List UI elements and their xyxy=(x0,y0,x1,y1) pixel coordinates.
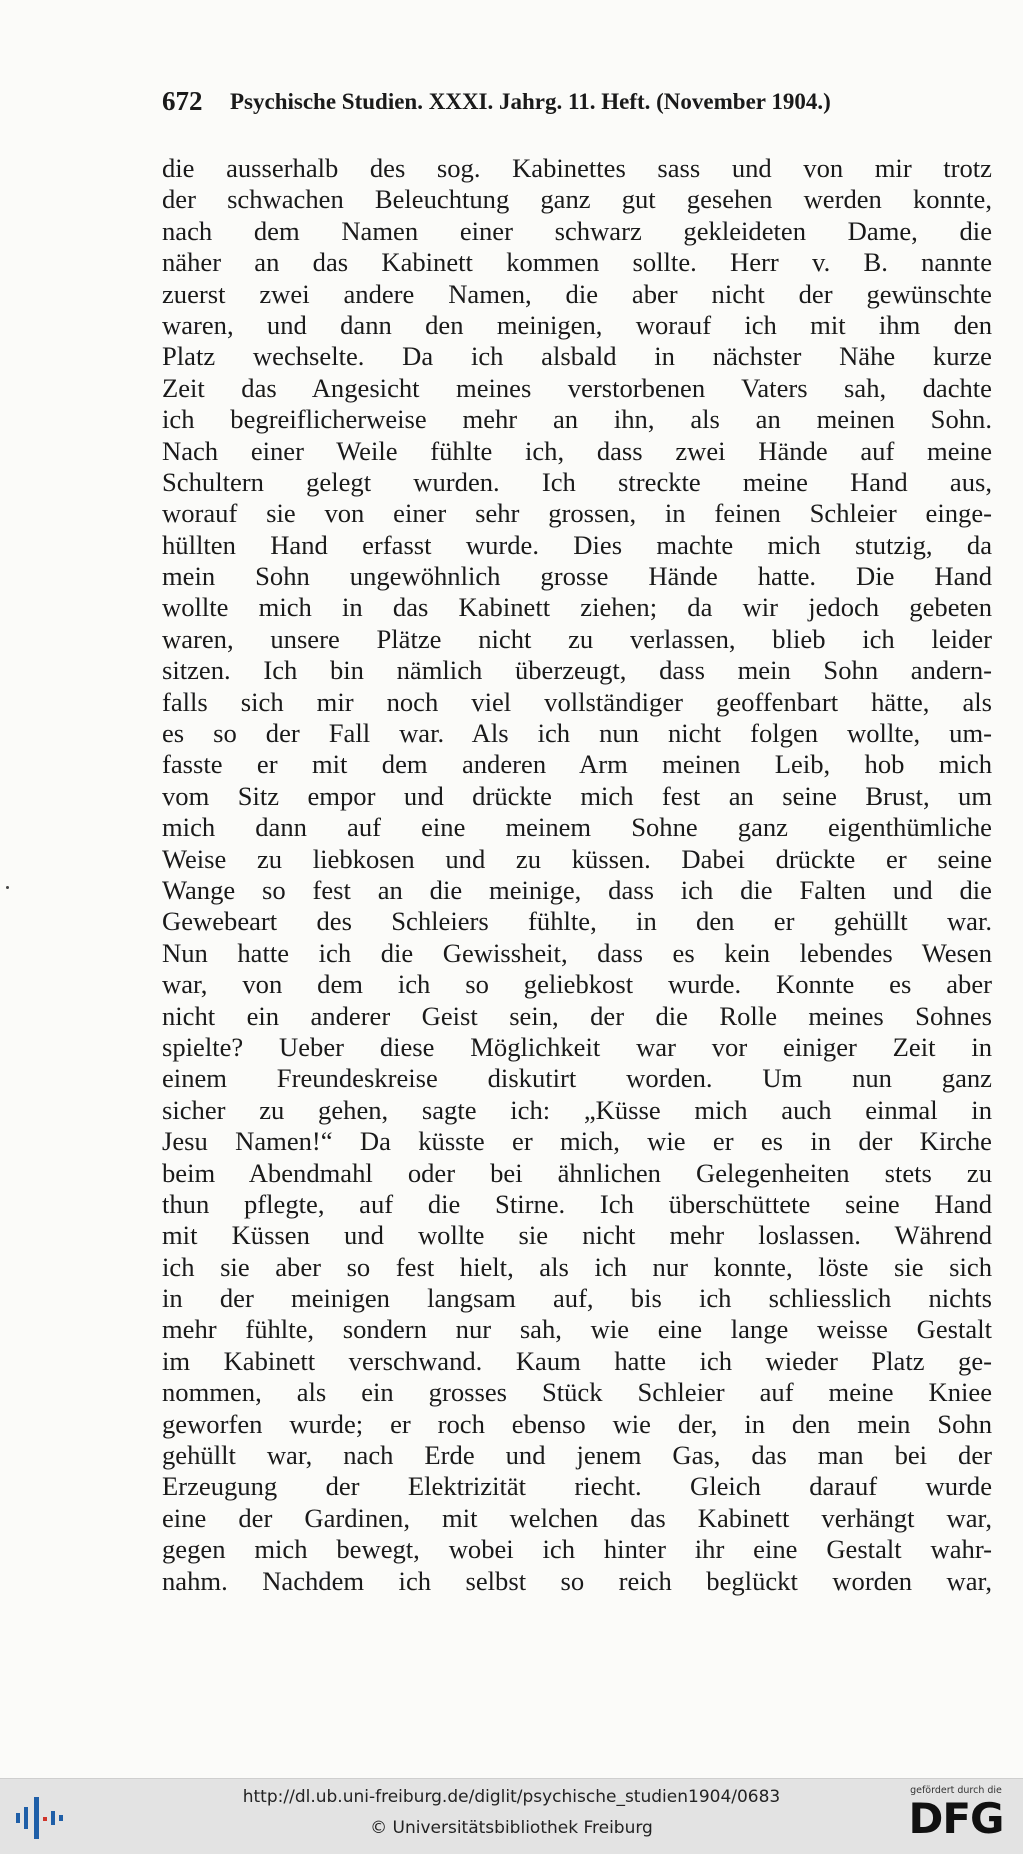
text-line: die ausserhalb des sog. Kabinettes sass und von mir trotz xyxy=(162,153,992,183)
text-line: falls sich mir noch viel vollständiger geoffenbart hätte, als xyxy=(162,686,992,717)
text-line: Jesu Namen!“ Da küsste er mich, wie er es in der Kirche xyxy=(162,1126,992,1157)
text-line: gegen mich bewegt, wobei ich hinter ihr eine Gestalt wahr- xyxy=(162,1534,992,1565)
page-number: 672 xyxy=(162,86,203,116)
text-line: nicht ein anderer Geist sein, der die Rolle meines Sohnes xyxy=(162,1000,992,1031)
text-line: geworfen wurde; er roch ebenso wie der, in den mein Sohn xyxy=(162,1408,992,1439)
text-line: der schwachen Beleuchtung ganz gut gesehen werden konnte, xyxy=(162,184,992,215)
text-line: Wange so fest an die meinige, dass ich die Falten und die xyxy=(162,874,992,905)
dfg-sponsor[interactable] xyxy=(901,1785,1011,1849)
text-line: Erzeugung der Elektrizität riecht. Gleich darauf wurde xyxy=(162,1471,992,1502)
text-line: war, von dem ich so geliebkost wurde. Konnte es aber xyxy=(162,969,992,1000)
text-line: spielte? Ueber diese Möglichkeit war vor einiger Zeit in xyxy=(162,1031,992,1062)
text-line: im Kabinett verschwand. Kaum hatte ich wieder Platz ge- xyxy=(162,1345,992,1376)
text-line: nahm. Nachdem ich selbst so reich beglückt worden war, xyxy=(162,1565,992,1596)
dfg-logo: DFG xyxy=(908,1794,1004,1843)
text-line: beim Abendmahl oder bei ähnlichen Gelegenheiten stets zu xyxy=(162,1157,992,1188)
scan-speck xyxy=(6,886,9,889)
text-line: Gewebeart des Schleiers fühlte, in den er gehüllt war. xyxy=(162,906,992,937)
text-line: Schultern gelegt wurden. Ich streckte meine Hand aus, xyxy=(162,466,992,497)
text-line: eine der Gardinen, mit welchen das Kabinett verhängt war, xyxy=(162,1502,992,1533)
text-line: mehr fühlte, sondern nur sah, wie eine lange weisse Gestalt xyxy=(162,1314,992,1345)
text-line: worauf sie von einer sehr grossen, in feinen Schleier einge- xyxy=(162,498,992,529)
copyright-notice: © Universitätsbibliothek Freiburg xyxy=(370,1818,653,1838)
text-line: fasste er mit dem anderen Arm meinen Leib, hob mich xyxy=(162,749,992,780)
footer-bar xyxy=(0,1778,1023,1854)
text-line: waren, und dann den meinigen, worauf ich mit ihm den xyxy=(162,309,992,340)
page-header xyxy=(162,86,992,120)
text-line: thun pflegte, auf die Stirne. Ich überschüttete seine Hand xyxy=(162,1188,992,1219)
text-line: Nach einer Weile fühlte ich, dass zwei Hände auf meine xyxy=(162,435,992,466)
text-line: Platz wechselte. Da ich alsbald in nächster Nähe kurze xyxy=(162,341,992,372)
text-line: nommen, als ein grosses Stück Schleier auf meine Kniee xyxy=(162,1377,992,1408)
text-line: Weise zu liebkosen und zu küssen. Dabei drückte er seine xyxy=(162,843,992,874)
text-line: gehüllt war, nach Erde und jenem Gas, das man bei der xyxy=(162,1440,992,1471)
text-line: waren, unsere Plätze nicht zu verlassen, blieb ich leider xyxy=(162,623,992,654)
text-line: Nun hatte ich die Gewissheit, dass es kein lebendes Wesen xyxy=(162,937,992,968)
text-line: es so der Fall war. Als ich nun nicht folgen wollte, um- xyxy=(162,718,992,749)
text-line: mich dann auf eine meinem Sohne ganz eigenthümliche xyxy=(162,812,992,843)
running-title: Psychische Studien. XXXI. Jahrg. 11. Heft. (November 1904.) xyxy=(230,89,831,114)
text-line: näher an das Kabinett kommen sollte. Herr v. B. nannte xyxy=(162,247,992,278)
document-url[interactable]: http://dl.ub.uni-freiburg.de/diglit/psychische_studien1904/0683 xyxy=(242,1787,781,1807)
text-line: in der meinigen langsam auf, bis ich schliesslich nichts xyxy=(162,1283,992,1314)
sponsor-caption: gefördert durch die xyxy=(910,1785,1002,1796)
text-line: Zeit das Angesicht meines verstorbenen Vaters sah, dachte xyxy=(162,372,992,403)
text-line: nach dem Namen einer schwarz gekleideten Dame, die xyxy=(162,215,992,246)
text-line: mein Sohn ungewöhnlich grosse Hände hatte. Die Hand xyxy=(162,561,992,592)
text-line: ich begreiflicherweise mehr an ihn, als an meinen Sohn. xyxy=(162,404,992,435)
text-line: sicher zu gehen, sagte ich: „Küsse mich auch einmal in xyxy=(162,1094,992,1125)
text-line: einem Freundeskreise diskutirt worden. Um nun ganz xyxy=(162,1063,992,1094)
text-line: hüllten Hand erfasst wurde. Dies machte mich stutzig, da xyxy=(162,529,992,560)
body-text xyxy=(162,153,992,1597)
text-line: mit Küssen und wollte sie nicht mehr loslassen. Während xyxy=(162,1220,992,1251)
text-line: sitzen. Ich bin nämlich überzeugt, dass mein Sohn andern- xyxy=(162,655,992,686)
text-line: vom Sitz empor und drückte mich fest an seine Brust, um xyxy=(162,780,992,811)
text-line: wollte mich in das Kabinett ziehen; da wir jedoch gebeten xyxy=(162,592,992,623)
text-line: ich sie aber so fest hielt, als ich nur konnte, löste sie sich xyxy=(162,1251,992,1282)
text-line: zuerst zwei andere Namen, die aber nicht der gewünschte xyxy=(162,278,992,309)
